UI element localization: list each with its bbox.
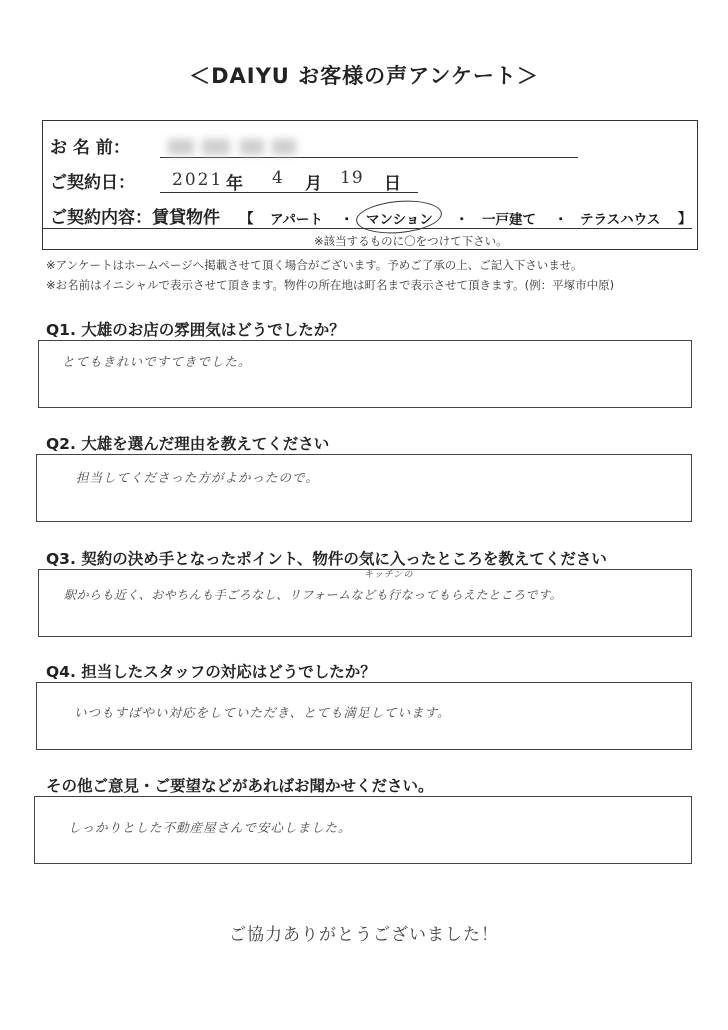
answer-2-text: 担当してくださった方がよかったので。 xyxy=(76,470,319,485)
option-apartment: アパート xyxy=(270,212,323,228)
day-unit: 日 xyxy=(384,174,401,194)
bracket-close: 】 xyxy=(678,211,692,227)
answer-5-text: しっかりとした不動産屋さんで安心しました。 xyxy=(68,820,352,835)
other-comments-label: その他ご意見・ご要望などがあればお聞かせください。 xyxy=(46,777,434,795)
month-unit: 月 xyxy=(305,174,322,194)
option-separator: ・ xyxy=(455,212,469,228)
answer-1-text: とてもきれいですてきでした。 xyxy=(62,354,252,369)
thank-you-message: ご協力ありがとうございました！ xyxy=(229,925,499,945)
notice-publication: ※アンケートはホームページへ掲載させて頂く場合がございます。予めご了承の上、ご記入下さいませ。 xyxy=(46,258,583,272)
year-unit: 年 xyxy=(226,174,243,194)
option-separator: ・ xyxy=(340,212,354,228)
option-mansion: マンション xyxy=(366,212,433,228)
name-redacted xyxy=(168,137,298,155)
option-detached-house: 一戸建て xyxy=(482,212,536,228)
selection-note: ※該当するものに〇をつけて下さい。 xyxy=(314,234,508,248)
date-underline xyxy=(160,192,418,193)
contract-type-label: ご契約内容：賃貸物件 xyxy=(50,208,220,228)
answer-4-text: いつもすばやい対応をしていただき、とても満足しています。 xyxy=(74,705,451,720)
date-year: 2021 xyxy=(172,170,224,190)
survey-title: ＜DAIYU お客様の声アンケート＞ xyxy=(189,64,539,88)
question-2: Q2. 大雄を選んだ理由を教えてください xyxy=(46,435,330,453)
answer-3-text: 駅からも近く、おやちんも手ごろなし、リフォームなども行なってもらえたところです。 xyxy=(64,588,563,602)
answer-box-1 xyxy=(38,340,692,408)
question-4: Q4. 担当したスタッフの対応はどうでしたか？ xyxy=(46,663,376,681)
answer-3-annotation: キッチンの xyxy=(364,570,414,580)
option-terrace-house: テラスハウス xyxy=(580,212,661,228)
answer-box-2 xyxy=(36,454,692,522)
contract-date-label: ご契約日： xyxy=(50,173,135,193)
name-underline xyxy=(160,157,578,158)
bracket-open: 【 xyxy=(240,211,254,227)
option-separator: ・ xyxy=(554,212,568,228)
name-label: お 名 前： xyxy=(50,138,130,158)
date-day: 19 xyxy=(340,168,364,188)
question-1: Q1. 大雄のお店の雰囲気はどうでしたか？ xyxy=(46,321,345,339)
notice-privacy: ※お名前はイニシャルで表示させて頂きます。物件の所在地は町名まで表示させて頂きます。(例：平塚市中原) xyxy=(46,278,615,292)
question-3: Q3. 契約の決め手となったポイント、物件の気に入ったところを教えてください xyxy=(46,550,607,568)
date-month: 4 xyxy=(272,168,283,188)
